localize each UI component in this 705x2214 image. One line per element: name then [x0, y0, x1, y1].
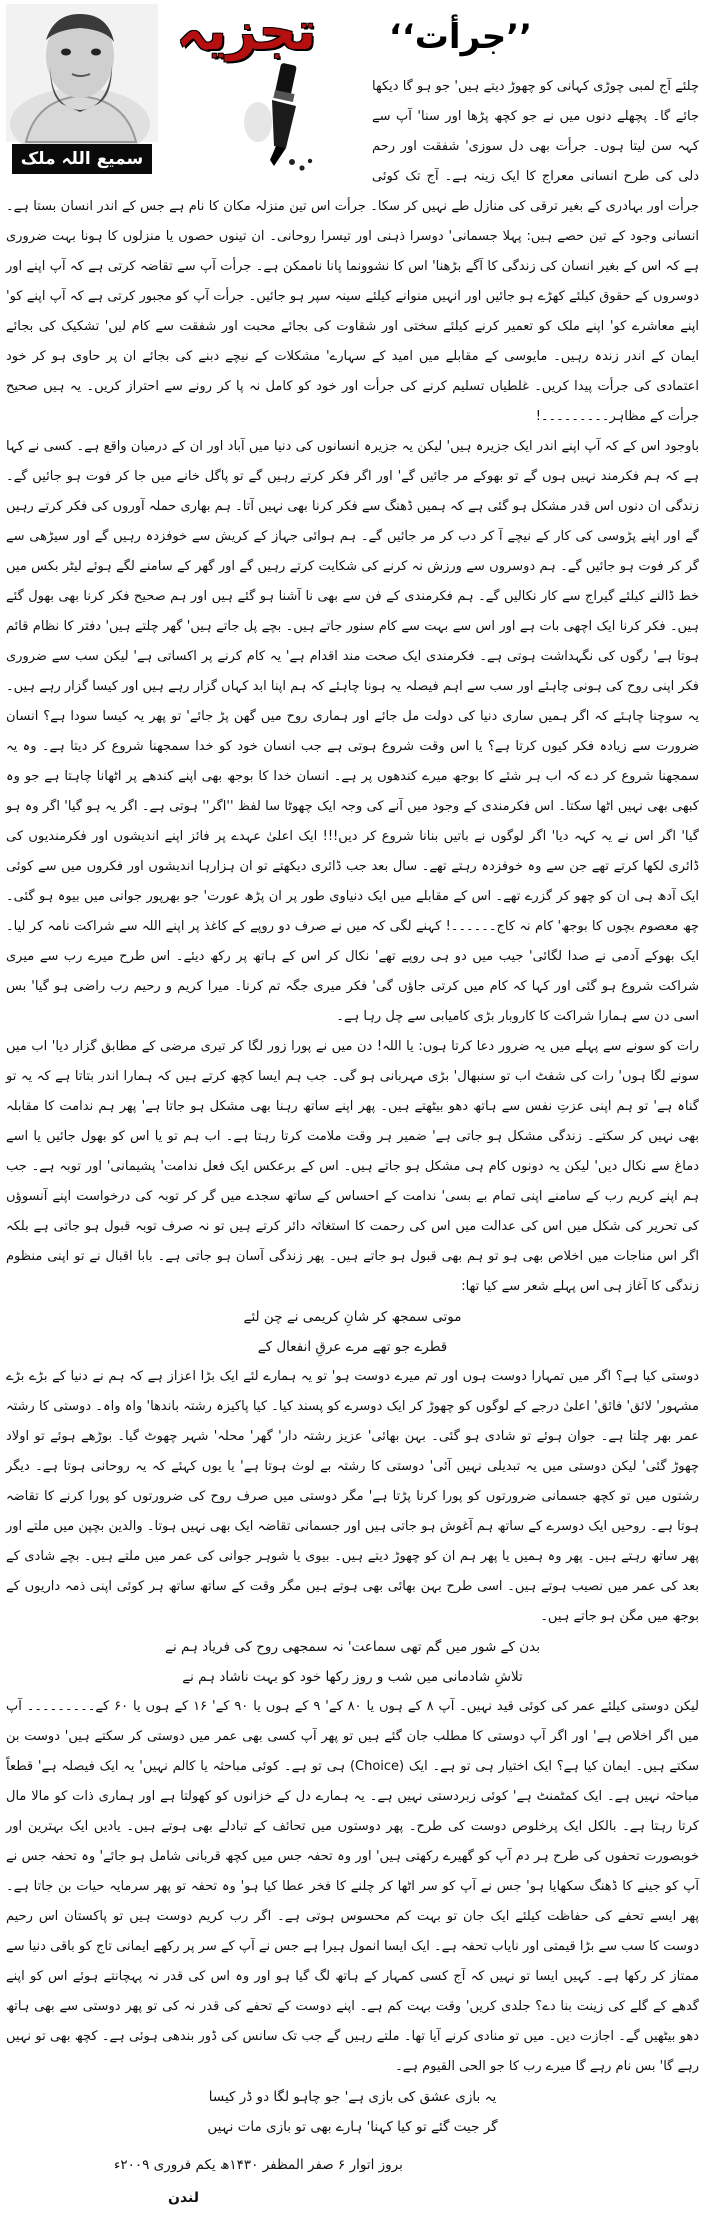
verse-line: تلاشِ شادمانی میں شب و روز رکھا خود کو بہت ناشاد ہم نے [182, 1669, 523, 1685]
verse-line: بدن کے شور میں گم تھی سماعت' نہ سمجھی روح کی فریاد ہم نے [165, 1639, 540, 1655]
body-paragraph-1: چلئے آج لمبی چوڑی کہانی کو چھوڑ دیتے ہیں' جو ہو گا دیکھا جائے گا۔ پچھلے دنوں میں نے جو کچھ پڑھا اور سنا' آپ سے کہہ سن لیتا ہوں۔ جرأت بھی دل سوزی' شفقت اور رحم دلی کی طرح انسانی معراج کا ایک زینہ ہے۔ آج تک کوئی جرأت اور بہادری کے بغیر ترقی کی منازل طے نہیں کر سکا۔ جرأت اس تین منزلہ مکان کا نام ہے جس کے اندر انسان بستا ہے۔ انسانی وجود کے تین حصے ہیں: پہلا جسمانی' دوسرا ذہنی اور تیسرا روحانی۔ ان تینوں حصوں یا منزلوں کا ہونا بہت ضروری ہے کہ اس کے بغیر انسان کی زندگی کا آگے بڑھنا' اس کا نشوونما پانا ناممکن ہے۔ جرأت آپ سے تقاضہ کرتی ہے کہ آپ اپنے اور دوسروں کے حقوق کیلئے کھڑے ہو جائیں اور انہیں منوانے کیلئے سینہ سپر ہو جائیں۔ جرأت آپ کو مجبور کرتی ہے کہ آپ اپنے کو' اپنے معاشرے کو' اپنے ملک کو تعمیر کرنے کیلئے سختی اور شقاوت کی بجائے محبت اور شفقت سے کام لیں' تشکیک کی بجائے ایمان کے اندر زندہ رہیں۔ مایوسی کے مقابلے میں امید کے سہارے' مشکلات کے نیچے دبنے کی بجائے ان پر حاوی ہو کر خود اعتمادی کی جرأت پیدا کریں۔ غلطیاں تسلیم کرنے کی جرأت اور خود کو کامل نہ پا کر رونے سے احتراز کریں۔ یہ ہیں صحیح جرأت کے مظاہر۔۔۔۔۔۔۔۔۔! [6, 79, 699, 424]
article-body [6, 72, 699, 2214]
pen-icon [234, 62, 324, 178]
body-paragraph-3: رات کو سونے سے پہلے میں یہ ضرور دعا کرتا ہوں: یا اللہ! دن میں نے پورا زور لگا کر تیری مرضی کے مطابق گزار دیا' اب میں سونے لگا ہوں' رات کی شفٹ اب تو سنبھال' بڑی مہربانی ہو گی۔ جب ہم ایسا کچھ کرتے ہیں کہ ہمارا اندر بتاتا ہے کہ یہ تو گناہ ہے' تو ہم اپنی عزتِ نفس سے ہاتھ دھو بیٹھتے ہیں۔ پھر اپنے ساتھ رہنا بھی مشکل ہو جاتا ہے' پھر ہم ندامت کا مقابلہ بھی نہیں کر سکتے۔ زندگی مشکل ہو جاتی ہے' ضمیر ہر وقت ملامت کرتا رہتا ہے۔ اب ہم تو یا اس کو بھول جائیں یا اسے دماغ سے نکال دیں' لیکن یہ دونوں کام ہی مشکل ہو جاتے ہیں۔ اس کے برعکس ایک فعل ندامت' پشیمانی' اور توبہ ہے۔ جب ہم اپنے کریم رب کے سامنے اپنی تمام بے بسی' ندامت کے احساس کے ساتھ سجدے میں گر کر توبہ کی درخواست اپنے آنسوؤں کی تحریر کی شکل میں اس کی عدالت میں اس کی رحمت کا استغاثہ دائر کرتے ہیں تو نہ صرف توبہ قبول ہو جاتی ہے بلکہ اگر اس مناجات میں اخلاص بھی ہو تو ہم بھی قبول ہو جاتے ہیں۔ پھر زندگی آسان ہو جاتی ہے۔ بابا اقبال نے تو اپنی منظوم زندگی کا آغاز ہی اس پہلے شعر سے کیا تھا: [6, 1039, 699, 1294]
verse-line: یہ بازی عشق کی بازی ہے' جو چاہو لگا دو ڈر کیسا [208, 2089, 497, 2105]
author-name: سمیع اللہ ملک [20, 149, 144, 169]
verse-line: قطرے جو تھے مرے عرقِ انفعال کے [257, 1339, 448, 1355]
location: لندن [168, 2190, 200, 2206]
verse-couplet-1 [6, 1302, 699, 1362]
author-nameplate [12, 144, 152, 174]
article-title: ’’جرأت‘‘ [388, 17, 533, 57]
analysis-logo-text: تجزیہ [176, 2, 316, 62]
analysis-logo [176, 2, 316, 62]
verse-line: موتی سمجھ کر شانِ کریمی نے چن لئے [243, 1309, 462, 1325]
body-paragraph-4: دوستی کیا ہے؟ اگر میں تمہارا دوست ہوں اور تم میرے دوست ہو' تو یہ ہمارے لئے ایک بڑا اعزاز ہے کہ ہم نے دنیا کے بڑے بڑے مشہور' لائق' فائق' اعلیٰ درجے کے لوگوں کو چھوڑ کر ایک دوسرے کو پسند کیا۔ کیا پاکیزہ رشتہ باندھا' واہ واہ۔ دوستی کا رشتہ عمر بھر چلتا ہے۔ جوان ہوئے تو شادی ہو گئی۔ بہن بھائی' عزیز رشتہ دار' گھر' محلہ' شہر چھوٹ گیا۔ بوڑھے ہوئے تو اولاد چھوڑ گئی' لیکن دوستی میں یہ تبدیلی نہیں آئی' دوستی کا رشتہ بے لوث ہوتا ہے' یا یوں کہئے کہ یہ روحانی ہوتا ہے۔ دیگر رشتوں میں تو کچھ جسمانی ضرورتوں کو پورا کرنا پڑتا ہے' مگر دوستی میں صرف روح کی ضرورتوں کو پورا کرنے کا تقاضہ ہوتا ہے۔ روحیں ایک دوسرے کے ساتھ ہم آغوش ہو جاتی ہیں اور جسمانی تقاضہ ایک بھی نہیں ہوتا۔ والدین بچپن میں ملتے اور پھر ساتھ رہتے ہیں۔ پھر وہ ہمیں یا پھر ہم ان کو چھوڑ دیتے ہیں۔ بیوی یا شوہر جوانی کی عمر میں ملتے ہیں۔ بچے شادی کے بعد کی عمر میں نصیب ہوتے ہیں۔ اسی طرح بہن بھائی بھی ہوتے ہیں مگر وقت کے ساتھ ساتھ ہر کوئی اپنی ذمہ داریوں کے بوجھ میں مگن ہو جاتے ہیں۔ [6, 1369, 699, 1624]
author-photo [6, 4, 158, 142]
body-paragraph-2: باوجود اس کے کہ آپ اپنے اندر ایک جزیرہ ہیں' لیکن یہ جزیرہ انسانوں کی دنیا میں آباد اور ان کے درمیان واقع ہے۔ کسی نے کہا ہے کہ ہم فکرمند نہیں ہوں گے تو بھوکے مر جائیں گے' اور اگر فکر کرتے رہیں گے تو پاگل خانے میں جا کر فوت ہو جائیں گے۔ زندگی ان دنوں اس قدر مشکل ہو گئی ہے کہ ہمیں ڈھنگ سے فکر کرنا بھی نہیں آتا۔ ہم بھاری حملہ آوروں کی فکر کرتے رہیں گے اور اپنے پڑوسی کی کار کے نیچے آ کر دب کر مر جائیں گے۔ ہم ہوائی جہاز کے کریش سے خوفزدہ رہیں گے اور سیڑھی سے گر کر فوت ہو جائیں گے۔ ہم دوسروں سے ورزش نہ کرنے کی شکایت کرتے رہیں گے اور گھر کے سامنے لگے ہوئے لیٹر بکس میں خط ڈالنے کیلئے گیراج سے کار نکالیں گے۔ ہم فکرمندی کے فن سے بھی نا آشنا ہو گئے ہیں اور ہم صحیح فکر کرنا بھی بھول گئے ہیں۔ فکر کرنا ایک اچھی بات ہے اور اس سے بہت سے کام سنور جاتے ہیں۔ بچے پل جاتے ہیں' گھر چلتے ہیں' دفتر کا نظام قائم ہوتا ہے' رگوں کی نگہداشت ہوتی ہے۔ فکرمندی ایک صحت مند اقدام ہے' یہ کام کرنے پر اکساتی ہے' لیکن سب سے ضروری فکر اپنی روح کی ہونی چاہئے اور سب سے اہم فیصلہ یہ ہونا چاہئے کہ ہم اپنا ابد کہاں گزار رہے ہیں اور کیسا گزار رہے ہیں۔ یہ سوچنا چاہئے کہ اگر ہمیں ساری دنیا کی دولت مل جائے اور ہماری روح میں گھن پڑ جائے' تو پھر یہ کیسا سودا ہے؟ انسان ضرورت سے زیادہ فکر کیوں کرتا ہے؟ یا اس وقت شروع ہوتی ہے جب انسان خود کو خدا سمجھنا شروع کر دیتا ہے۔ وہ یہ سمجھنا شروع کر دے کہ اب ہر شئے کا بوجھ میرے کندھوں پر ہے۔ انسان خدا کا بوجھ بھی اپنے کندھے پر اٹھانا چاہتا ہے جو وہ کبھی بھی نہیں اٹھا سکتا۔ اس فکرمندی کے وجود میں آنے کی وجہ ایک چھوٹا سا لفظ ''اگر'' ہوتی ہے۔ اگر یہ ہو گیا' اگر وہ ہو گیا' اگر اس نے یہ کہہ دیا' اگر لوگوں نے باتیں بنانا شروع کر دیں!!! ایک اعلیٰ عہدے پر فائز اپنے اندیشوں اور فکرمندیوں کی ڈائری لکھا کرتے تھے جن سے وہ خوفزدہ رہتے تھے۔ سال بعد جب ڈائری دیکھتے تو ان ہزارہا اندیشوں اور فکروں میں سے کوئی ایک آدھ ہی ان کو چھو کر گزرے تھے۔ اس کے مقابلے میں ایک دنیاوی طور پر ان پڑھ عورت' جو بھرپور جوانی میں بیوہ ہو گئی۔ چھ معصوم بچوں کا بوجھ' کام نہ کاج۔۔۔۔۔۔! کہنے لگی کہ میں نے صرف دو روپے کے کاغذ پر اپنے اللہ سے شراکت نامہ کر لیا۔ ایک بھوکے آدمی نے صدا لگائی' جیب میں دو ہی روپے تھے' نکال کر اس کے ہاتھ پر رکھ دیئے۔ اس طرح میرے رب سے میری شراکت شروع ہو گئی اور کہا کہ کام میں کرتی جاؤں گی' فکر میری جگہ تم کرنا۔ میرا کریم و رحیم رب راضی ہو گیا' بس اسی دن سے ہمارا شراکت کا کاروبار بڑی کامیابی سے چل رہا ہے۔ [6, 439, 700, 1024]
verse-couplet-2 [6, 1632, 699, 1692]
author-photo-graphic [6, 4, 158, 142]
masthead [6, 0, 358, 178]
body-paragraph-5: لیکن دوستی کیلئے عمر کی کوئی قید نہیں۔ آپ ۸ کے ہوں یا ۸۰ کے' ۹ کے ہوں یا ۹۰ کے' ۱۶ کے ہوں یا ۶۰ کے۔۔۔۔۔۔۔۔۔ آپ میں اگر اخلاص ہے' اور اگر آپ دوستی کا مطلب جان گئے ہیں تو پھر آپ کسی بھی عمر میں دوستی کر سکتے ہیں' دوست بن سکتے ہیں۔ ایمان کیا ہے؟ ایک اختیار ہی تو ہے۔ ایک (Choice) ہی تو ہے۔ کوئی مباحثہ یا کالم نہیں' یہ ایک فیصلہ ہے' قطعاً مباحثہ نہیں ہے۔ ایک کمٹمنٹ ہے' کوئی زبردستی نہیں ہے۔ یہ ہمارے دل کے خزانوں کو کھولتا ہے اور ہماری ذات کو مالا مال کرتا رہتا ہے۔ بالکل ایک پرخلوص دوست کی طرح۔ پھر دوستوں میں تحائف کے تبادلے بھی ہوتے ہیں۔ یادیں ایک بہترین اور خوبصورت تحفوں کی طرح ہر دم آپ کو گھیرے رکھتی ہیں' اور وہ تحفہ جس میں کچھ قربانی شامل ہو جائے' وہ تحفہ جس نے آپ کو جینے کا ڈھنگ سکھایا ہو' جس نے آپ کو سر اٹھا کر چلنے کا فخر عطا کیا ہو' وہ تحفہ تو پھر سرمایہ حیات بن جاتا ہے۔ پھر ایسے تحفے کی حفاظت کیلئے ایک جان تو بہت کم محسوس ہوتی ہے۔ اگر رب کریم دوست ہیں تو پاکستان اس رحیم دوست کا سب سے بڑا قیمتی اور نایاب تحفہ ہے۔ ایک ایسا انمول ہیرا ہے جس نے آپ کے سر پر رکھے ایمانی تاج کو باقی دنیا سے ممتاز کر رکھا ہے۔ کہیں ایسا تو نہیں کہ آج کسی کمہار کے ہاتھ لگ گیا ہو اور وہ اس کی قدر نہ پہچانتے ہوئے اس کو اپنے گدھے کے گلے کی زینت بنا دے؟ جلدی کریں' وقت بہت کم ہے۔ اپنے دوست کے تحفے کی قدر نہ کی تو پھر دوستی سے بھی ہاتھ دھو بیٹھیں گے۔ اجازت دیں۔ میں تو منادی کرنے آیا تھا۔ ملتے رہیں گے جب تک سانس کی ڈور بندھی ہوئی ہے۔ کچھ بھی تو نہیں رہے گا' بس نام رہے گا میرے رب کا جو الحی القیوم ہے۔ [6, 1699, 699, 2074]
dateline: بروز اتوار ۶ صفر المظفر ۱۴۳۰ھ یکم فروری ۲۰۰۹ء [114, 2157, 403, 2173]
verse-couplet-3 [6, 2082, 699, 2142]
verse-line: گر جیت گئے تو کیا کہنا' ہارے بھی تو بازی مات نہیں [207, 2119, 498, 2135]
